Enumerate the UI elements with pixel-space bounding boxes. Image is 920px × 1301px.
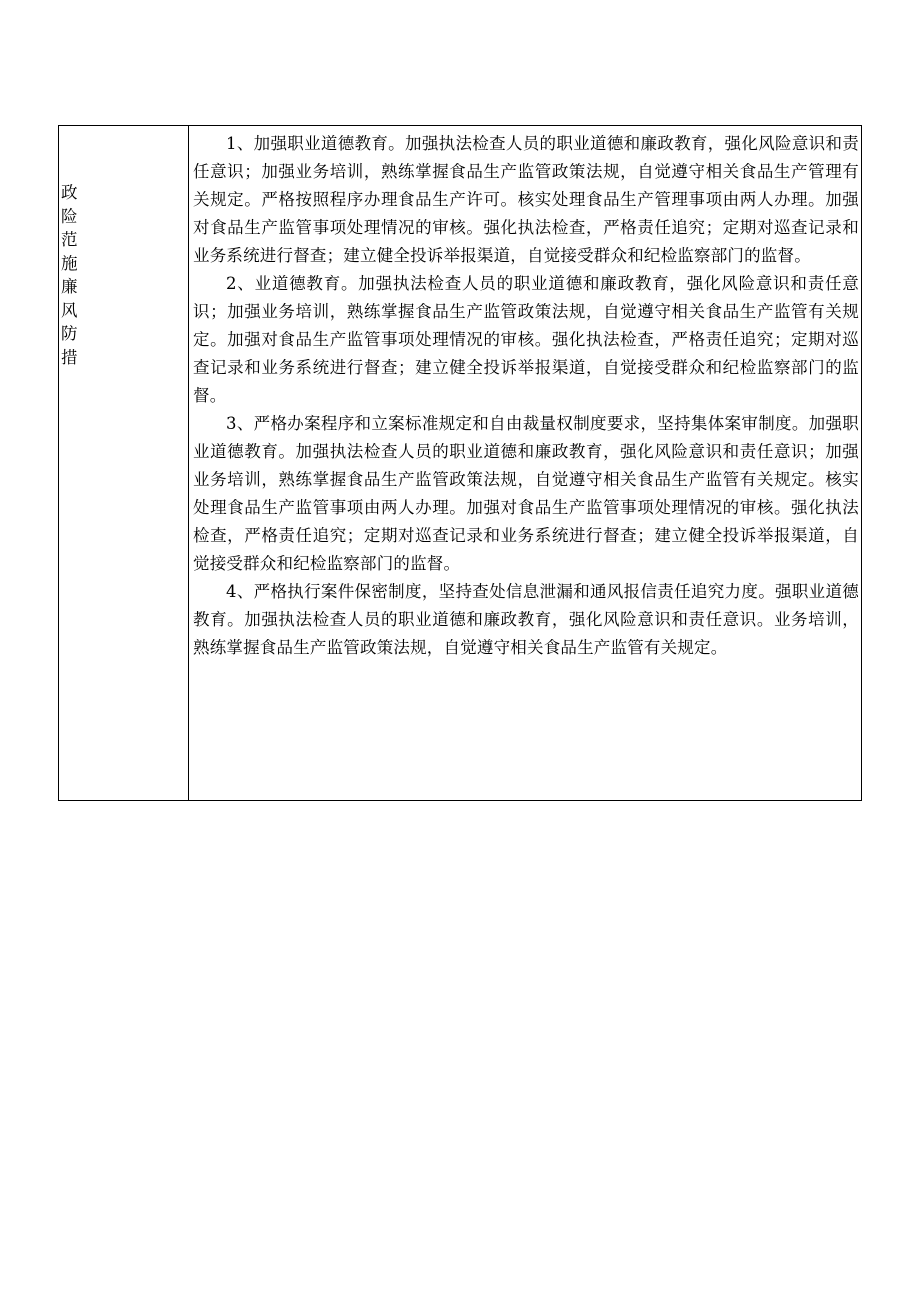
measure-paragraph-2: 2、业道德教育。加强执法检查人员的职业道德和廉政教育，强化风险意识和责任意识；加强业务培训，熟练掌握食品生产监管政策法规，自觉遵守相关食品生产监管有关规定。加强对食品生产监管事项处理情况的审核。强化执法检查，严格责任追究；定期对巡查记录和业务系统进行督查；建立健全投诉举报渠道，自觉接受群众和纪检监察部门的监督。 xyxy=(193,274,859,405)
row-label: 政险范施廉风防措 xyxy=(61,183,78,367)
label-cell xyxy=(59,126,189,801)
measure-paragraph-1: 1、加强职业道德教育。加强执法检查人员的职业道德和廉政教育，强化风险意识和责任意识；加强业务培训，熟练掌握食品生产监管政策法规，自觉遵守相关食品生产管理有关规定。严格按照程序办理食品生产许可。核实处理食品生产管理事项由两人办理。加强对食品生产监管事项处理情况的审核。强化执法检查，严格责任追究；定期对巡查记录和业务系统进行督查；建立健全投诉举报渠道，自觉接受群众和纪检监察部门的监督。 xyxy=(193,134,859,265)
table-row xyxy=(59,126,862,801)
measure-paragraph-4: 4、严格执行案件保密制度，坚持查处信息泄漏和通风报信责任追究力度。强职业道德教育。加强执法检查人员的职业道德和廉政教育，强化风险意识和责任意识。业务培训，熟练掌握食品生产监管政策法规，自觉遵守相关食品生产监管有关规定。 xyxy=(193,582,859,657)
measures-content xyxy=(189,126,861,662)
measure-paragraph-3: 3、严格办案程序和立案标准规定和自由裁量权制度要求，坚持集体案审制度。加强职业道德教育。加强执法检查人员的职业道德和廉政教育，强化风险意识和责任意识；加强业务培训，熟练掌握食品生产监管政策法规，自觉遵守相关食品生产监管有关规定。核实处理食品生产监管事项由两人办理。加强对食品生产监管事项处理情况的审核。强化执法检查，严格责任追究；定期对巡查记录和业务系统进行督查；建立健全投诉举报渠道，自觉接受群众和纪检监察部门的监督。 xyxy=(193,414,859,573)
content-cell xyxy=(189,126,862,801)
measures-table xyxy=(58,125,862,801)
